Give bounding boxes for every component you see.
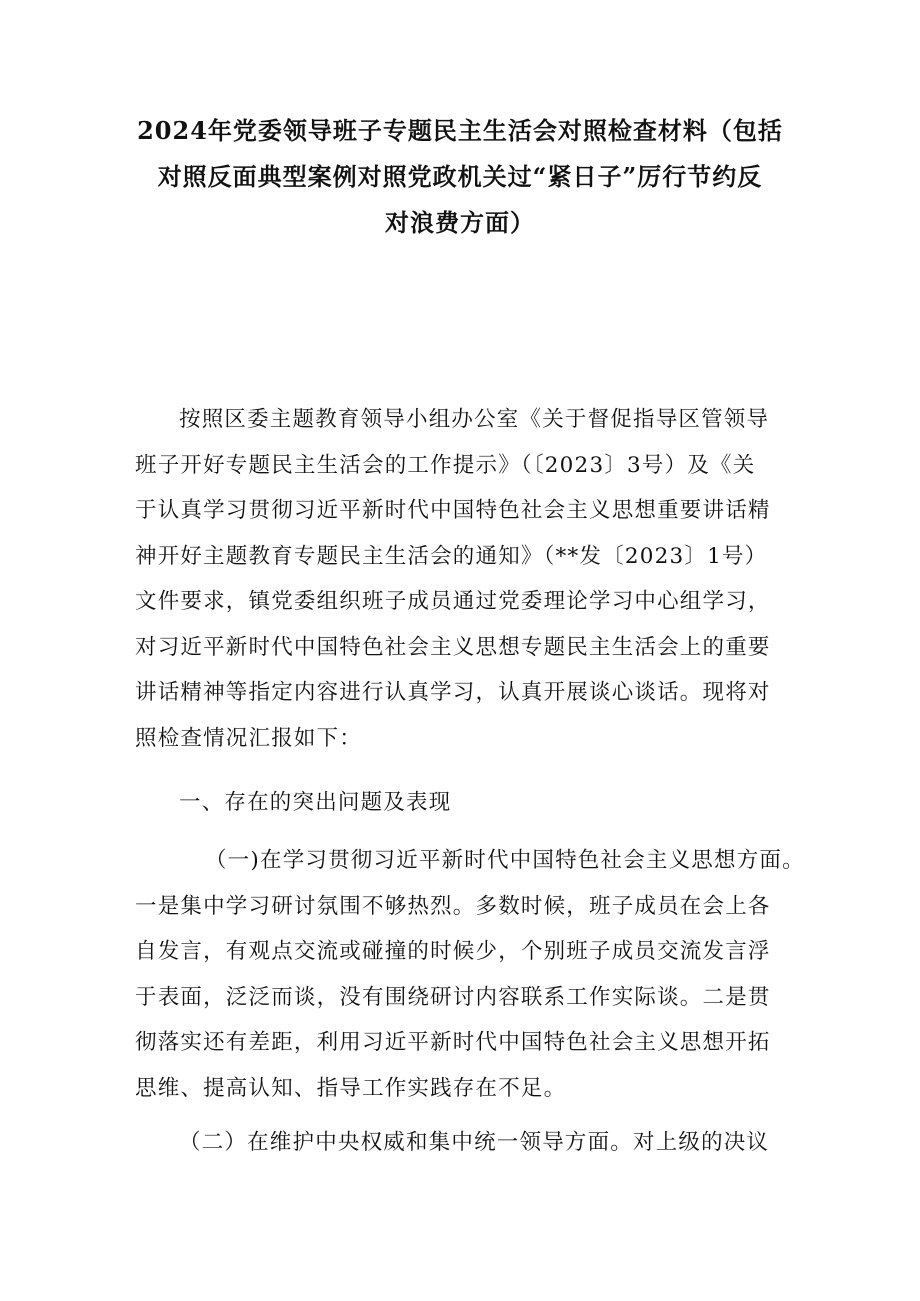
- paragraph-line: 一是集中学习研讨氛围不够热烈。多数时候，班子成员在会上各: [135, 893, 771, 919]
- paragraph-line: 文件要求，镇党委组织班子成员通过党委理论学习中心组学习，: [135, 589, 771, 614]
- title-line: 对照反面典型案例对照党政机关过“紧日子”厉行节约反: [157, 162, 763, 191]
- title-line: 2024年党委领导班子专题民主生活会对照检查材料（包括: [137, 116, 783, 145]
- subsection-2-paragraph: [135, 1120, 785, 1166]
- paragraph-line: 彻落实还有差距，利用习近平新时代中国特色社会主义思想开拓: [135, 1030, 771, 1055]
- intro-paragraph: [135, 397, 785, 761]
- paragraph-line: 于表面，泛泛而谈，没有围绕研讨内容联系工作实际谈。二是贯: [135, 984, 771, 1010]
- paragraph-line: 照检查情况汇报如下：: [135, 725, 363, 751]
- document-title: [0, 108, 920, 246]
- paragraph-line: （二）在维护中央权威和集中统一领导方面。对上级的决议: [179, 1130, 770, 1155]
- paragraph-line: 神开好主题教育专题民主生活会的通知》（**发〔2023〕1号）: [135, 543, 768, 569]
- section-heading-text: 一、存在的突出问题及表现: [179, 790, 452, 815]
- section-heading: [135, 780, 785, 826]
- paragraph-line: 对习近平新时代中国特色社会主义思想专题民主生活会上的重要: [135, 634, 771, 660]
- paragraph-line: 班子开好专题民主生活会的工作提示》（〔2023〕3号）及《关: [135, 452, 756, 478]
- paragraph-line: 思维、提高认知、指导工作实践存在不足。: [135, 1075, 567, 1101]
- paragraph-line: 于认真学习贯彻习近平新时代中国特色社会主义思想重要讲话精: [135, 498, 771, 523]
- paragraph-line: 按照区委主题教育领导小组办公室《关于督促指导区管领导: [179, 407, 770, 432]
- paragraph-line: 讲话精神等指定内容进行认真学习，认真开展谈心谈话。现将对: [135, 680, 771, 705]
- subsection-1-paragraph: [135, 838, 805, 1111]
- paragraph-line: 自发言，有观点交流或碰撞的时候少，个别班子成员交流发言浮: [135, 939, 771, 964]
- paragraph-line: （一)在学习贯彻习近平新时代中国特色社会主义思想方面。: [205, 848, 805, 873]
- title-line: 对浪费方面）: [385, 208, 535, 237]
